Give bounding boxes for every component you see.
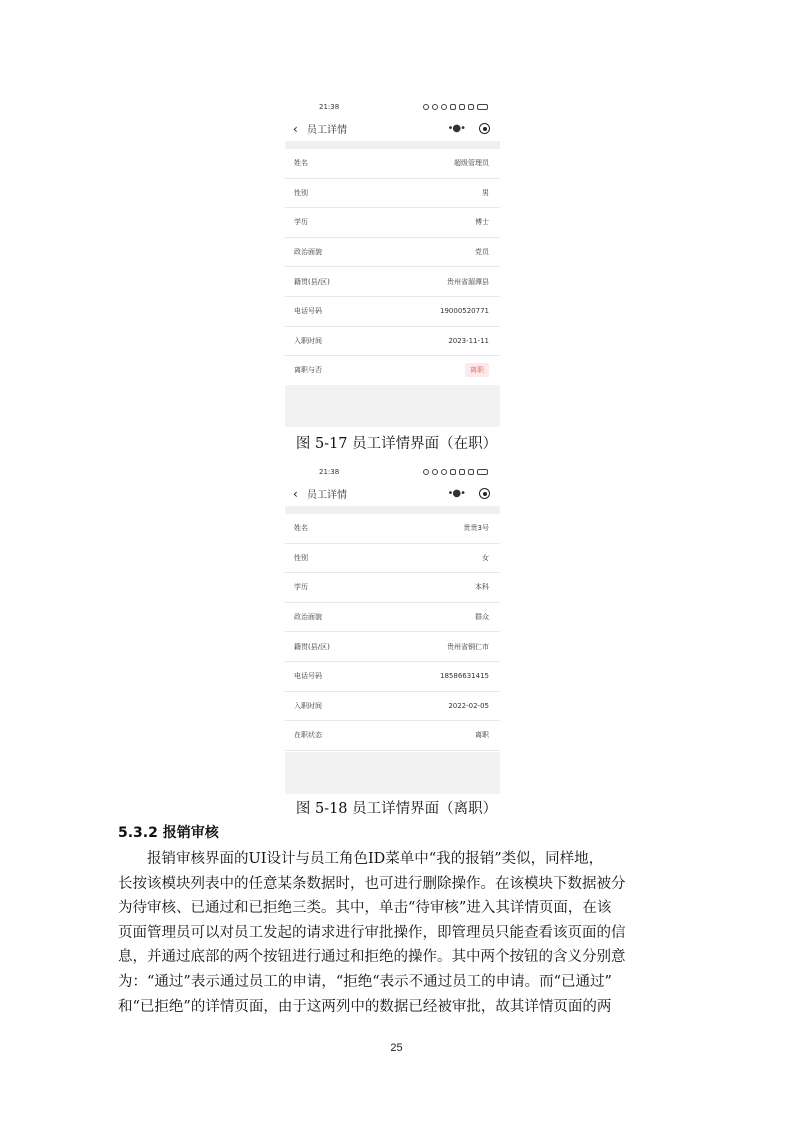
row-label: 籍贯(县/区) [294,277,330,286]
battery-icon [477,104,488,110]
bottom-area [285,385,500,427]
detail-row [285,149,500,179]
row-label: 性别 [294,553,308,562]
phone-screenshot-on-duty [285,97,500,427]
back-arrow-icon[interactable]: ‹ [293,121,298,136]
detail-row [285,297,500,327]
status-bar [285,97,500,116]
row-value: 本科 [475,583,489,592]
row-value: 贵州省铜仁市 [447,642,489,651]
row-value: 贵州省湄潭县 [447,277,489,286]
detail-row [285,721,500,751]
row-label: 姓名 [294,159,308,168]
paragraph-line: 为：“通过”表示通过员工的申请，“拒绝“表示不通过员工的申请。而“已通过” [118,973,612,990]
bottom-area [285,752,500,794]
row-value: 19000520771 [440,307,489,316]
resign-status-button[interactable]: 离职 [465,363,489,377]
row-label: 学历 [294,583,308,592]
row-value: 2023-11-11 [448,336,489,345]
status-bar [285,462,500,481]
paragraph-line: 和“已拒绝”的详情页面，由于这两列中的数据已经被审批，故其详情页面的两 [118,998,612,1015]
section-heading: 5.3.2 报销审核 [118,825,219,841]
bluetooth-icon [432,104,438,110]
more-icon[interactable]: •●• [447,123,465,134]
row-label: 政治面貌 [294,248,322,257]
row-value: 贵贵3号 [463,524,489,533]
paragraph-line: 息，并通过底部的两个按钮进行通过和拒绝的操作。其中两个按钮的含义分别意 [118,949,626,966]
row-label: 入职时间 [294,336,322,345]
detail-row [285,356,500,386]
detail-row [285,327,500,357]
detail-row [285,208,500,238]
alarm-icon [423,469,429,475]
status-time: 21:38 [319,467,340,476]
hd-icon [450,104,456,110]
row-label: 籍贯(县/区) [294,642,330,651]
row-value: 女 [482,553,489,562]
detail-row [285,544,500,574]
signal-icon [468,104,474,110]
detail-row [285,603,500,633]
row-value: 群众 [475,613,489,622]
close-capsule-icon[interactable] [479,123,490,134]
nav-title: 员工详情 [307,125,347,136]
alarm-icon [423,104,429,110]
row-label: 电话号码 [294,307,322,316]
row-value: 18586631415 [440,672,489,681]
detail-row [285,267,500,297]
page-number: 25 [390,1042,403,1054]
status-icons [423,104,488,110]
signal-icon [459,469,465,475]
paragraph-line: 为待审核、已通过和已拒绝三类。其中，单击“待审核”进入其详情页面，在该 [118,900,612,917]
row-label: 性别 [294,188,308,197]
row-label: 电话号码 [294,672,322,681]
status-icons [423,469,488,475]
row-label: 学历 [294,218,308,227]
row-value: 党员 [475,248,489,257]
figure-caption: 图 5-18 员工详情界面（离职） [295,801,498,817]
bluetooth-icon [432,469,438,475]
signal-icon [468,469,474,475]
close-capsule-icon[interactable] [479,488,490,499]
row-value: 超级管理员 [454,159,489,168]
detail-row [285,573,500,603]
row-label: 姓名 [294,524,308,533]
row-label: 在职状态 [294,731,322,740]
back-arrow-icon[interactable]: ‹ [293,486,298,501]
paragraph-line: 报销审核界面的UI设计与员工角色ID菜单中“我的报销”类似，同样地， [147,851,604,867]
paragraph-line: 页面管理员可以对员工发起的请求进行审批操作，即管理员只能查看该页面的信 [118,924,626,941]
figure-caption: 图 5-17 员工详情界面（在职） [295,436,498,452]
detail-row [285,692,500,722]
status-time: 21:38 [319,102,340,111]
row-label: 入职时间 [294,701,322,710]
hd-icon [450,469,456,475]
detail-row [285,632,500,662]
row-value: 离职 [475,731,489,740]
row-value: 男 [482,188,489,197]
detail-row [285,662,500,692]
body-paragraph [118,847,678,1019]
detail-row [285,179,500,209]
phone-screenshot-resigned [285,462,500,794]
signal-icon [459,104,465,110]
nav-bar [285,116,500,141]
row-value: 博士 [475,218,489,227]
section-gap [285,506,500,514]
paragraph-line: 长按该模块列表中的任意某条数据时，也可进行删除操作。在该模块下数据被分 [118,875,626,892]
wifi-icon [441,104,447,110]
detail-row [285,238,500,268]
row-label: 离职与否 [294,366,322,375]
detail-row [285,514,500,544]
section-gap [285,141,500,149]
battery-icon [477,469,488,475]
wifi-icon [441,469,447,475]
row-label: 政治面貌 [294,613,322,622]
more-icon[interactable]: •●• [447,488,465,499]
nav-bar [285,481,500,506]
nav-title: 员工详情 [307,490,347,501]
row-value: 2022-02-05 [448,701,489,710]
